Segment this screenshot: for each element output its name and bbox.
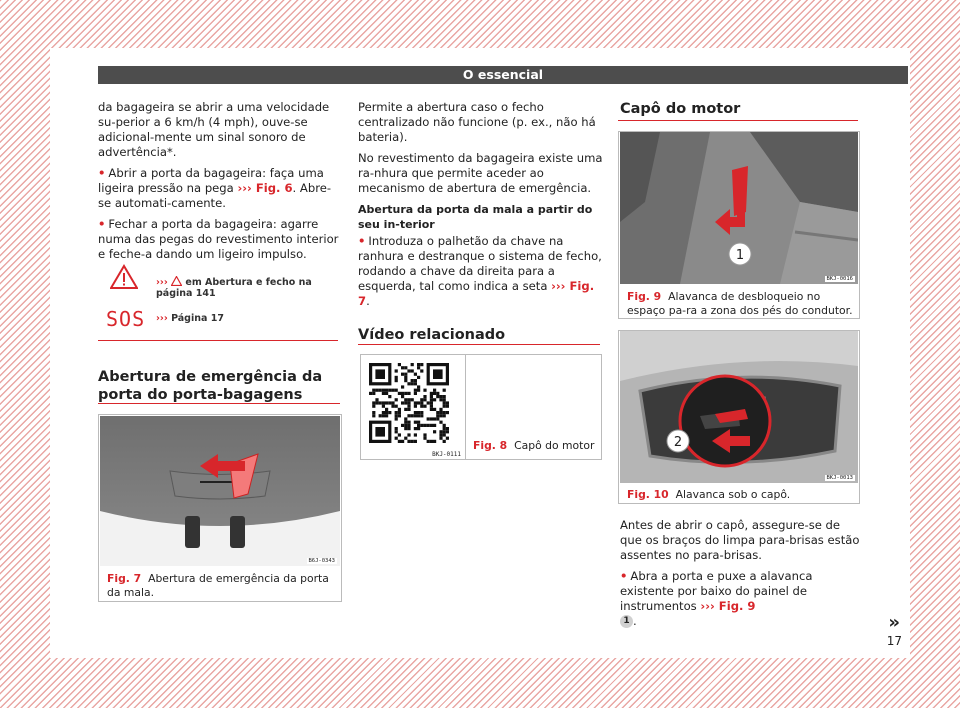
figure-code: B6J-0343 [308, 558, 335, 564]
figure-9-image [620, 132, 858, 284]
bullet-item: • Introduza o palhetão da chave na ranhura e destranque o sistema de fecho, rodando a chave da direita para a esquerda, tal como indica a seta ››› Fig. 7. [358, 234, 602, 308]
section-rule [98, 403, 340, 404]
section-rule [618, 120, 858, 121]
warning-icon [110, 264, 138, 290]
continue-mark: » [888, 612, 900, 633]
trunk-interior-illustration [100, 416, 340, 566]
bullet-item: • Abra a porta e puxe a alavanca existente por baixo do painel de instrumentos ››› Fig. 9 1 . [620, 569, 813, 628]
figure-code: BKJ-0111 [432, 451, 461, 458]
callout-number: 2 [673, 435, 683, 450]
figure-10-image [620, 331, 858, 483]
manual-page [50, 48, 910, 658]
figure-7 [98, 414, 342, 602]
bullet-item: • Fechar a porta da bagageira: agarre numa das pegas do revestimento interior e feche-a dando um ligeiro impulso. [98, 217, 339, 261]
paragraph: da bagageira se abrir a uma velocidade su-perior a 6 km/h (4 mph), ouve-se adicional-mente um sinal sonoro de advertência*. [98, 100, 330, 159]
sos-reference[interactable]: ››› Página 17 [156, 313, 224, 324]
warning-reference[interactable]: ››› em Abertura e fecho na página 141 [156, 277, 312, 299]
paragraph: Antes de abrir o capô, assegure-se de que os braços do limpa para-brisas estão assentes no para-brisas. [620, 518, 860, 562]
figure-link[interactable]: ››› Fig. 6 [237, 181, 293, 195]
callout-marker: 1 [620, 615, 633, 628]
bullet-text: Fechar a porta da bagageira: agarre numa das pegas do revestimento interior e feche-a dando um ligeiro impulso. [98, 217, 339, 261]
figure-9 [618, 131, 860, 319]
paragraph: Permite a abertura caso o fecho centralizado não funcione (p. ex., não há bateria). [358, 100, 596, 144]
figure-link[interactable]: ››› Fig. 7 [358, 279, 595, 308]
section-title: Abertura de emergência da porta do porta-bagagens [98, 369, 323, 403]
section-title: Capô do motor [620, 101, 741, 117]
figure-caption: Fig. 10 Alavanca sob o capô. [627, 488, 791, 501]
page-number: 17 [886, 634, 902, 648]
page-header: O essencial [98, 66, 908, 84]
driver-footwell-illustration [620, 132, 858, 284]
subheading: Abertura da porta da mala a partir do seu in-terior [358, 203, 593, 231]
column-1 [98, 100, 340, 268]
column-3-text [620, 518, 860, 635]
figure-7-image [100, 416, 340, 566]
figure-link[interactable]: ››› Fig. 9 [700, 599, 756, 613]
warning-box [98, 252, 338, 341]
sos-label: SOS [106, 307, 146, 331]
figure-code: BKJ-0013 [826, 475, 853, 481]
section-title: Vídeo relacionado [358, 327, 506, 343]
paragraph: No revestimento da bagageira existe uma ra-nhura que permite aceder ao mecanismo de abertura de emergência. [358, 151, 603, 195]
figure-caption: Fig. 7 Abertura de emergência da porta da mala. [107, 572, 329, 599]
warning-small-icon [171, 276, 182, 286]
qr-code-graphic [361, 355, 465, 459]
figure-code: BKJ-0016 [826, 276, 853, 282]
figure-8 [360, 354, 602, 460]
column-2 [358, 100, 603, 315]
figure-caption: Fig. 8 Capô do motor [473, 439, 595, 452]
qr-code[interactable] [361, 355, 466, 459]
figure-caption: Fig. 9 Alavanca de desbloqueio no espaço pa-ra a zona dos pés do condutor. [627, 290, 853, 317]
bullet-text: Abrir a porta da bagageira: faça uma ligeira pressão na pega [98, 166, 324, 195]
bullet-item: • Abrir a porta da bagageira: faça uma ligeira pressão na pega ››› Fig. 6. Abre-se automati-camente. [98, 166, 332, 210]
hood-release-illustration [620, 331, 858, 483]
callout-number: 1 [735, 248, 745, 263]
section-rule [358, 344, 600, 345]
figure-10 [618, 330, 860, 504]
